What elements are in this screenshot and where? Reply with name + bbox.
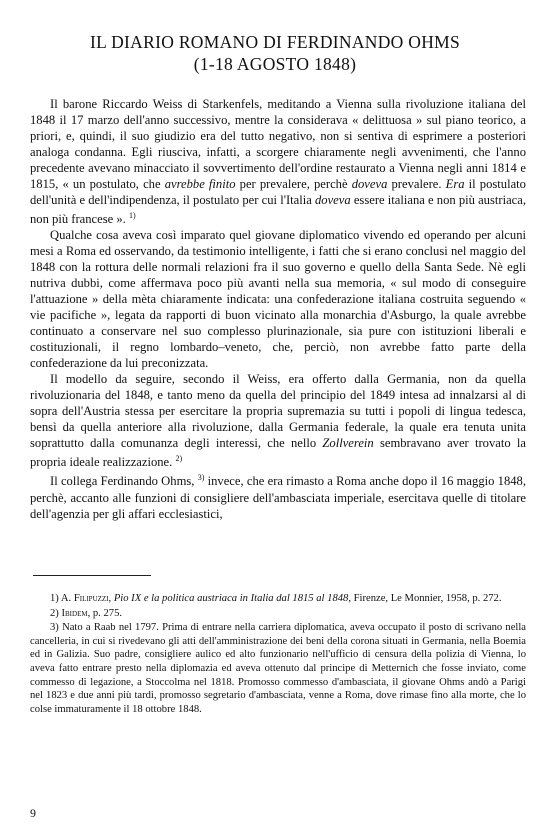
footnotes [30,592,526,717]
italic-text: Era [445,177,465,191]
text-run: , p. 275. [87,607,123,619]
footnote-3 [30,621,526,716]
text-run: Il collega Ferdinando Ohms, [50,474,198,489]
text-run: Ibidem [61,607,88,619]
footnote-1 [30,592,526,606]
text-run: il postulato dell'unità e dell'indipendenza, il postulato per cui l'Italia [30,177,526,207]
text-run: Qualche cosa aveva così imparato quel giovane diplomatico vivendo ed operando per alcuni mesi a Roma ed osservando, da testimonio intelligente, i fatti che si erano conclusi nel maggio del 1848 con la rottura delle normali relazioni fra il suo governo e quello della Santa Sede. Nè egli nutriva dubbi, come affermava poco più avanti nella sua memoria, « sul modo di conseguire l'attuazione » della mèta chiaramente indicata: una confederazione italiana costruita seguendo « vie pacifiche », legata da rapporti di buon vicinato alla monarchia d'Asburgo, la quale avrebbe continuato a conservare nel suo complesso plurinazionale, sia pure con istituzioni liberali e costituzionali, il regno lombardo–veneto, che, perciò, non avrebbe fatto parte della confederazione da lui preconizzata. [30,228,526,371]
text-run: per prevalere, perchè [235,177,352,191]
text-run: prevalere. [387,177,446,191]
footnote-ref: 3) [197,473,205,483]
text-run: 3) Nato a Raab nel 1797. Prima di entrare nella carriera diplomatica, aveva occupato il posto di scrivano nella cancelleria, in cui si rivedevano gli atti dell'amministrazione dei beni della corona situati in Germania, nella Boemia ed in Galizia. Suo padre, consigliere aulico ed alto funzionario nell'ufficio di censura della polizia di Vienna, lo aveva fatto entrare presto nella diplomazia ed aveva ottenuto dal principe di Metternich che fosse inviato, come commesso di legazione, a Stoccolma nel 1818. Promosso commesso d'ambasciata, il giovane Ohms andò a Parigi nel 1823 e due anni più tardi, promosso segretario d'ambasciata, venne a Roma, dove rimase fino alla morte, che lo colse immaturamente il 18 ottobre 1848. [30,622,526,715]
text-run: 1) A. [50,593,74,604]
footnote-ref: 2) [175,454,183,464]
paragraph-2 [30,227,526,371]
paragraph-4 [30,470,526,521]
page-number: 9 [30,806,36,820]
text-run: Filipuzzi [73,593,109,604]
article-subtitle-dates: (1-18 AGOSTO 1848) [193,54,357,74]
footnote-2 [30,607,526,621]
footnote-rule [33,575,151,576]
italic-text: avrebbe finito [164,177,236,191]
text-run: , Firenze, Le Monnier, 1958, p. 272. [348,593,502,604]
text-run: essere italiana e non più austriaca, non più francese ». [30,193,526,227]
paragraph-1 [30,96,526,227]
italic-text: doveva [351,177,388,191]
italic-text: doveva [315,193,351,207]
text-run: invece, che era rimasto a Roma anche dopo il 16 maggio 1848, perchè, accanto alle funzioni di consigliere dell'ambasciata imperiale, esercitava quelle di titolare dell'agenzia per gli affari ecclesiastici, [30,474,527,521]
article-title: IL DIARIO ROMANO DI FERDINANDO OHMS [89,32,461,52]
paragraph-3 [30,371,526,470]
text-run: sembravano aver trovato la propria ideale realizzazione. [30,436,526,470]
text-run: 2) [50,607,62,619]
footnote-ref: 1) [128,211,136,220]
text-run: , [108,593,114,604]
text-run: Il modello da seguire, secondo il Weiss, era offerto dalla Germania, non da quella rivoluzionaria del 1848, e tanto meno da quella del principio del 1849 intesa ad innalzarsi al di sopra dell'Austria stessa per esercitare la propria supremazia su tutti i popoli di lingua tedesca, bensì da quella anteriore alla rivoluzione, dalla Germania federale, la quale era tenuta unita soprattutto dalla comunanza degli interessi, che nello [30,372,526,451]
italic-text: Zollverein [322,436,374,451]
italic-text: Pio IX e la politica austriaca in Italia dal 1815 al 1848 [113,593,349,604]
body-text [30,96,526,522]
text-run: Il barone Riccardo Weiss di Starkenfels, meditando a Vienna sulla rivoluzione italiana del 1848 il 17 marzo dell'anno successivo, mentre la considerava « delittuosa » sul piano teorico, a priori, e, quindi, il suo giudizio era del tutto negativo, non si sentiva di esprimere a posteriori analoga condanna. Egli riusciva, infatti, a scorgere chiaramente negli avvenimenti, che l'anno precedente avevano minacciato il sovvertimento dell'ordine restaurato a Vienna negli anni 1814 e 1815, « un postulato, che [30,97,526,191]
